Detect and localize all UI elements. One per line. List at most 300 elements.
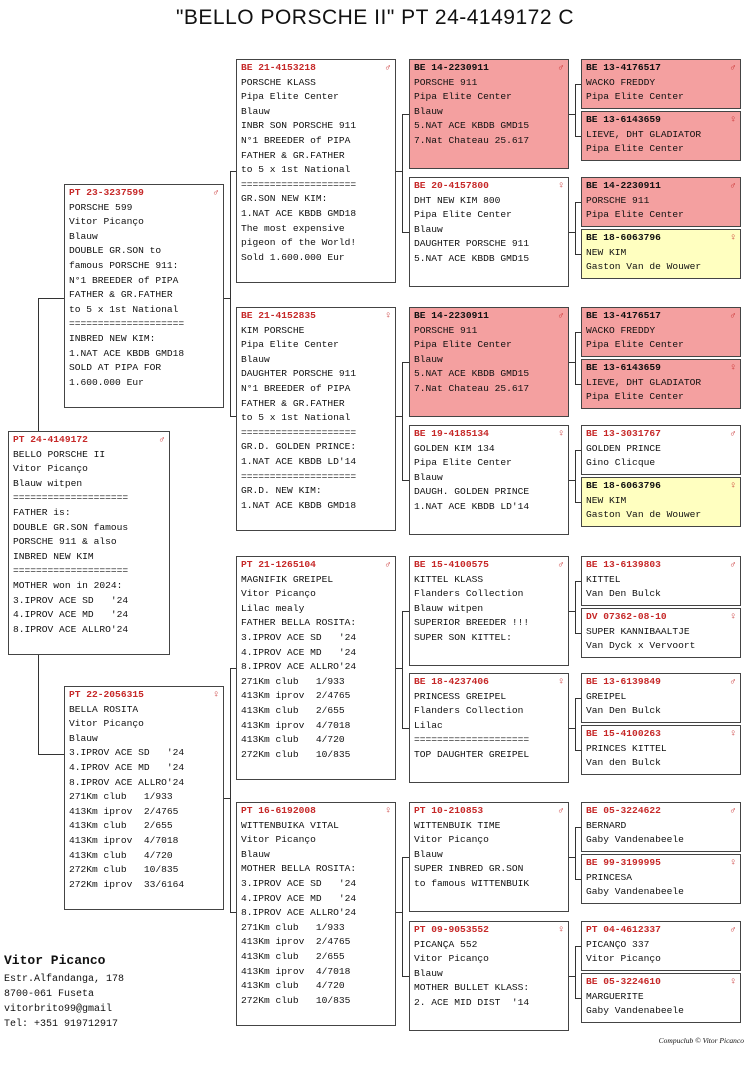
ring-number: BE 13-6143659 [586, 362, 661, 373]
pigeon-info-line: 8.IPROV ACE ALLRO'24 [241, 907, 357, 919]
pigeon-header [13, 433, 165, 448]
male-icon: ♂ [385, 62, 391, 73]
pigeon-info-line: Vitor Picanço [241, 588, 316, 600]
pigeon-info-line: 2. ACE MID DIST '14 [414, 996, 530, 1008]
pigeon-card-g12 [581, 725, 741, 775]
pigeon-info-line: 3.IPROV ACE SD '24 [241, 631, 357, 643]
female-icon: ♀ [558, 180, 564, 191]
pigeon-card-g5 [581, 307, 741, 357]
pigeon-info-line: 1.NAT ACE KBDB LD'14 [241, 455, 357, 467]
pigeon-info-line: 3.IPROV ACE SD '24 [13, 594, 129, 606]
pigeon-info-line: 413Km iprov 2/4765 [241, 690, 351, 702]
connector-line [575, 136, 581, 137]
pigeon-info-line: SOLD AT PIPA FOR [69, 362, 162, 374]
pigeon-info-line: 1.600.000 Eur [69, 376, 144, 388]
pigeon-info-line: Blauw [414, 223, 443, 235]
pigeon-header [586, 361, 736, 376]
ring-number: BE 21-4153218 [241, 62, 316, 73]
pigeon-card-fmf [409, 307, 569, 417]
connector-line [230, 668, 231, 912]
pigeon-info-line: WITTENBUIKA VITAL [241, 819, 339, 831]
pigeon-info-line: FATHER & GR.FATHER [241, 149, 345, 161]
ring-number: BE 14-2230911 [414, 62, 489, 73]
pigeon-info-line: 3.IPROV ACE SD '24 [69, 747, 185, 759]
connector-line [402, 232, 409, 233]
connector-line [224, 798, 230, 799]
pigeon-info-line: Blauw [414, 848, 443, 860]
connector-line [575, 946, 581, 947]
pigeon-info-line: Blauw witpen [13, 477, 83, 489]
pigeon-card-g10 [581, 608, 741, 658]
connector-line [569, 480, 575, 481]
pigeon-info-line: Pipa Elite Center [586, 143, 684, 155]
pigeon-info-line: 5.NAT ACE KBDB GMD15 [414, 252, 530, 264]
pigeon-info-line: 1.NAT ACE KBDB LD'14 [414, 500, 530, 512]
pigeon-header [586, 231, 736, 246]
pigeon-info-line: FATHER is: [13, 506, 71, 518]
female-icon: ♀ [558, 428, 564, 439]
pigeon-header [586, 179, 736, 194]
female-icon: ♀ [730, 976, 736, 987]
female-icon: ♀ [558, 924, 564, 935]
pigeon-header [69, 688, 219, 703]
pigeon-info-line: 413Km iprov 4/7018 [69, 834, 179, 846]
pigeon-info-line: N°1 BREEDER of PIPA [69, 274, 179, 286]
pigeon-card-fm [236, 307, 396, 531]
pigeon-info-line: 3.IPROV ACE SD '24 [241, 877, 357, 889]
pigeon-header [414, 179, 564, 194]
pigeon-info-line: PORSCHE 599 [69, 201, 133, 213]
pigeon-info-line: Vitor Picanço [414, 834, 489, 846]
pigeon-card-g6 [581, 359, 741, 409]
pigeon-info-line: Blauw [414, 471, 443, 483]
connector-line [575, 698, 581, 699]
pigeon-info-line: DHT NEW KIM 800 [414, 194, 501, 206]
pigeon-info-line: KITTEL KLASS [414, 573, 484, 585]
female-icon: ♀ [730, 232, 736, 243]
connector-line [402, 114, 403, 232]
pigeon-info-line: SUPER SON KITTEL: [414, 631, 512, 643]
pigeon-info-line: Pipa Elite Center [414, 339, 512, 351]
pigeon-info-line: PORSCHE 911 [414, 324, 478, 336]
pigeon-info-line: N°1 BREEDER of PIPA [241, 134, 351, 146]
pigeon-info-line: to famous WITTENBUIK [414, 877, 530, 889]
pigeon-info-line: KITTEL [586, 573, 621, 585]
female-icon: ♀ [730, 611, 736, 622]
pigeon-card-g7 [581, 425, 741, 475]
pigeon-info-line: MOTHER won in 2024: [13, 579, 123, 591]
pigeon-card-ff [236, 59, 396, 283]
pigeon-header [414, 427, 564, 442]
connector-line [402, 480, 409, 481]
pigeon-info-line: SUPERIOR BREEDER !!! [414, 617, 530, 629]
pigeon-info-line: BERNARD [586, 819, 627, 831]
ring-number: BE 13-4176517 [586, 310, 661, 321]
ring-number: BE 13-6139849 [586, 676, 661, 687]
ring-number: BE 99-3199995 [586, 857, 661, 868]
pigeon-info-line: WITTENBUIK TIME [414, 819, 501, 831]
owner-email: vitorbrito99@gmail [4, 1004, 113, 1015]
connector-line [575, 450, 581, 451]
pigeon-info-line: PORSCHE 911 [586, 194, 650, 206]
pigeon-info-line: pigeon of the World! [241, 237, 357, 249]
pigeon-info-line: ==================== [414, 734, 530, 746]
male-icon: ♂ [730, 180, 736, 191]
pigeon-card-subject [8, 431, 170, 655]
male-icon: ♂ [159, 434, 165, 445]
pigeon-info-line: Blauw [241, 353, 270, 365]
connector-line [402, 114, 409, 115]
pigeon-info-line: Van Den Bulck [586, 588, 661, 600]
connector-line [38, 298, 39, 431]
pigeon-header [69, 186, 219, 201]
connector-line [575, 202, 581, 203]
connector-line [575, 633, 581, 634]
pigeon-info-line: 413Km club 4/720 [241, 980, 345, 992]
ring-number: BE 13-6143659 [586, 114, 661, 125]
pigeon-info-line: ==================== [69, 318, 185, 330]
male-icon: ♂ [730, 676, 736, 687]
connector-line [575, 254, 581, 255]
ring-number: BE 13-4176517 [586, 62, 661, 73]
pigeon-info-line: MOTHER BELLA ROSITA: [241, 863, 357, 875]
connector-line [575, 946, 576, 998]
ring-number: BE 15-4100263 [586, 728, 661, 739]
pigeon-info-line: INBRED NEW KIM: [69, 332, 156, 344]
pigeon-info-line: FATHER & GR.FATHER [69, 289, 173, 301]
connector-line [402, 857, 403, 976]
pigeon-card-mfm [409, 673, 569, 783]
pigeon-info-line: Lilac [414, 719, 443, 731]
connector-line [575, 750, 581, 751]
pigeon-info-line: 272Km club 10/835 [69, 864, 179, 876]
pigeon-info-line: MOTHER BULLET KLASS: [414, 982, 530, 994]
pigeon-info-line: to 5 x 1st National [241, 164, 351, 176]
pigeon-info-line: FATHER BELLA ROSITA: [241, 617, 357, 629]
pigeon-info-line: 7.Nat Chateau 25.617 [414, 134, 530, 146]
pigeon-info-line: Vitor Picanço [69, 718, 144, 730]
pigeon-info-line: to 5 x 1st National [69, 303, 179, 315]
connector-line [575, 502, 581, 503]
connector-line [224, 298, 230, 299]
pigeon-info-line: Blauw [69, 732, 98, 744]
pigeon-info-line: DOUBLE GR.SON famous [13, 521, 129, 533]
pigeon-info-line: 271Km club 1/933 [241, 921, 345, 933]
ring-number: PT 21-1265104 [241, 559, 316, 570]
pigeon-info-line: Gaby Vandenabeele [586, 834, 684, 846]
ring-number: BE 05-3224622 [586, 805, 661, 816]
pigeon-header [586, 610, 736, 625]
pigeon-info-line: 413Km club 2/655 [241, 704, 345, 716]
ring-number: PT 10-210853 [414, 805, 484, 816]
pigeon-info-line: 4.IPROV ACE MD '24 [241, 646, 357, 658]
ring-number: BE 18-6063796 [586, 480, 661, 491]
pigeon-card-mmf [409, 802, 569, 912]
pigeon-info-line: DAUGH. GOLDEN PRINCE [414, 486, 530, 498]
pigeon-header [586, 727, 736, 742]
footer-credit: Compuclub © Vitor Picanco [658, 1036, 744, 1045]
male-icon: ♂ [730, 62, 736, 73]
connector-line [569, 362, 575, 363]
pigeon-info-line: 272Km club 10/835 [241, 748, 351, 760]
pigeon-info-line: GREIPEL [586, 690, 627, 702]
connector-line [569, 114, 575, 115]
pigeon-header [586, 804, 736, 819]
connector-line [396, 416, 402, 417]
pigeon-info-line: Sold 1.600.000 Eur [241, 251, 345, 263]
pigeon-info-line: PICANÇO 337 [586, 938, 650, 950]
pigeon-info-line: 1.NAT ACE KBDB GMD18 [69, 347, 185, 359]
ring-number: PT 09-9053552 [414, 924, 489, 935]
pigeon-info-line: Gaston Van de Wouwer [586, 509, 702, 521]
pigeon-info-line: ==================== [241, 178, 357, 190]
male-icon: ♂ [558, 805, 564, 816]
connector-line [230, 416, 236, 417]
pigeon-info-line: Gaby Vandenabeele [586, 1005, 684, 1017]
pigeon-info-line: INBR SON PORSCHE 911 [241, 120, 357, 132]
ring-number: BE 14-2230911 [414, 310, 489, 321]
pigeon-header [414, 558, 564, 573]
male-icon: ♂ [730, 310, 736, 321]
male-icon: ♂ [730, 428, 736, 439]
pigeon-header [586, 309, 736, 324]
pigeon-info-line: 8.IPROV ACE ALLRO'24 [13, 623, 129, 635]
pigeon-header [241, 61, 391, 76]
pigeon-info-line: DAUGHTER PORSCHE 911 [414, 238, 530, 250]
connector-line [575, 581, 576, 633]
pigeon-info-line: Van den Bulck [586, 757, 661, 769]
connector-line [38, 655, 39, 754]
connector-line [402, 857, 409, 858]
ring-number: PT 04-4612337 [586, 924, 661, 935]
pigeon-info-line: INBRED NEW KIM [13, 550, 94, 562]
pigeon-info-line: MARGUERITE [586, 990, 644, 1002]
pigeon-card-mm [236, 802, 396, 1026]
connector-line [575, 827, 581, 828]
connector-line [402, 611, 403, 728]
pigeon-info-line: 413Km iprov 4/7018 [241, 965, 351, 977]
female-icon: ♀ [730, 114, 736, 125]
pigeon-info-line: Blauw [414, 353, 443, 365]
pigeon-card-f [64, 184, 224, 408]
pigeon-info-line: PRINCES KITTEL [586, 742, 667, 754]
male-icon: ♂ [730, 924, 736, 935]
connector-line [38, 754, 64, 755]
owner-postcode: 8700-061 Fuseta [4, 989, 95, 1000]
pigeon-header [586, 675, 736, 690]
connector-line [575, 698, 576, 750]
female-icon: ♀ [385, 805, 391, 816]
pigeon-header [414, 675, 564, 690]
pigeon-info-line: Gino Clicque [586, 457, 656, 469]
pigeon-info-line: FATHER & GR.FATHER [241, 397, 345, 409]
pigeon-info-line: Blauw [69, 230, 98, 242]
pigeon-info-line: 5.NAT ACE KBDB GMD15 [414, 120, 530, 132]
pigeon-card-g16 [581, 973, 741, 1023]
pigeon-info-line: Vitor Picanço [586, 953, 661, 965]
pigeon-info-line: MAGNIFIK GREIPEL [241, 573, 334, 585]
pigeon-info-line: Blauw [241, 105, 270, 117]
pigeon-card-g15 [581, 921, 741, 971]
pigeon-info-line: N°1 BREEDER of PIPA [241, 382, 351, 394]
pigeon-header [586, 923, 736, 938]
male-icon: ♂ [558, 62, 564, 73]
pigeon-info-line: GR.D. GOLDEN PRINCE: [241, 441, 357, 453]
pigeon-card-g2 [581, 111, 741, 161]
pigeon-info-line: 8.IPROV ACE ALLRO'24 [241, 661, 357, 673]
owner-phone: Tel: +351 919712917 [4, 1019, 119, 1030]
pigeon-info-line: Gaston Van de Wouwer [586, 261, 702, 273]
pigeon-info-line: Blauw [241, 848, 270, 860]
pigeon-card-g13 [581, 802, 741, 852]
connector-line [569, 611, 575, 612]
pigeon-header [241, 558, 391, 573]
pigeon-card-g14 [581, 854, 741, 904]
pigeon-card-g4 [581, 229, 741, 279]
connector-line [402, 976, 409, 977]
owner-name: Vitor Picanco [4, 953, 106, 968]
ring-number: BE 14-2230911 [586, 180, 661, 191]
pigeon-info-line: Pipa Elite Center [414, 91, 512, 103]
ring-number: PT 24-4149172 [13, 434, 88, 445]
pigeon-card-fmm [409, 425, 569, 535]
pigeon-info-line: Pipa Elite Center [586, 391, 684, 403]
connector-line [569, 976, 575, 977]
connector-line [230, 171, 231, 416]
pigeon-info-line: NEW KIM [586, 246, 627, 258]
pigeon-header [586, 427, 736, 442]
pigeon-info-line: PRINCESS GREIPEL [414, 690, 507, 702]
ring-number: PT 22-2056315 [69, 689, 144, 700]
pigeon-info-line: 272Km club 10/835 [241, 994, 351, 1006]
pigeon-info-line: 1.NAT ACE KBDB GMD18 [241, 207, 357, 219]
pigeon-info-line: PICANÇA 552 [414, 938, 478, 950]
ring-number: BE 20-4157800 [414, 180, 489, 191]
pigeon-info-line: 8.IPROV ACE ALLRO'24 [69, 776, 185, 788]
pigeon-header [586, 479, 736, 494]
pigeon-card-ffm [409, 177, 569, 287]
pigeon-info-line: KIM PORSCHE [241, 324, 305, 336]
pigeon-card-g3 [581, 177, 741, 227]
connector-line [575, 84, 581, 85]
connector-line [396, 171, 402, 172]
pigeon-info-line: Pipa Elite Center [586, 339, 684, 351]
connector-line [569, 232, 575, 233]
pigeon-info-line: BELLO PORSCHE II [13, 448, 106, 460]
owner-address: Estr.Alfandanga, 178 [4, 974, 125, 985]
ring-number: BE 15-4100575 [414, 559, 489, 570]
female-icon: ♀ [385, 310, 391, 321]
pigeon-info-line: 413Km iprov 2/4765 [69, 805, 179, 817]
connector-line [575, 332, 576, 384]
pigeon-info-line: 413Km club 2/655 [241, 950, 345, 962]
connector-line [402, 362, 403, 480]
ring-number: BE 05-3224610 [586, 976, 661, 987]
connector-line [402, 728, 409, 729]
pigeon-info-line: PORSCHE 911 [414, 76, 478, 88]
ring-number: BE 13-6139803 [586, 559, 661, 570]
pigeon-info-line: Lilac mealy [241, 602, 305, 614]
pigeon-card-g9 [581, 556, 741, 606]
pigeon-info-line: Vitor Picanço [13, 463, 88, 475]
pigeon-info-line: SUPER INBRED GR.SON [414, 863, 524, 875]
pigeon-info-line: Vitor Picanço [69, 216, 144, 228]
connector-line [575, 84, 576, 136]
ring-number: DV 07362-08-10 [586, 611, 667, 622]
pigeon-info-line: Van Dyck x Vervoort [586, 640, 696, 652]
male-icon: ♂ [730, 559, 736, 570]
pigeon-card-m [64, 686, 224, 910]
female-icon: ♀ [730, 728, 736, 739]
male-icon: ♂ [558, 310, 564, 321]
pigeon-info-line: The most expensive [241, 222, 345, 234]
pigeon-info-line: ==================== [13, 492, 129, 504]
pigeon-info-line: ==================== [13, 565, 129, 577]
pigeon-info-line: 7.Nat Chateau 25.617 [414, 382, 530, 394]
connector-line [575, 879, 581, 880]
ring-number: BE 21-4152835 [241, 310, 316, 321]
ring-number: BE 13-3031767 [586, 428, 661, 439]
pigeon-info-line: 413Km club 2/655 [69, 820, 173, 832]
connector-line [230, 171, 236, 172]
pigeon-info-line: 413Km club 4/720 [241, 734, 345, 746]
pigeon-info-line: SUPER KANNIBAALTJE [586, 625, 690, 637]
pigeon-header [414, 804, 564, 819]
pigeon-info-line: to 5 x 1st National [241, 412, 351, 424]
pigeon-info-line: LIEVE, DHT GLADIATOR [586, 376, 702, 388]
male-icon: ♂ [385, 559, 391, 570]
pigeon-info-line: Van Den Bulck [586, 705, 661, 717]
pigeon-info-line: PORSCHE 911 & also [13, 536, 117, 548]
pigeon-info-line: 413Km iprov 4/7018 [241, 719, 351, 731]
pigeon-header [241, 309, 391, 324]
page-title: "BELLO PORSCHE II" PT 24-4149172 C [175, 6, 575, 29]
pigeon-info-line: 271Km club 1/933 [241, 675, 345, 687]
pigeon-info-line: Pipa Elite Center [414, 209, 512, 221]
pigeon-info-line: Blauw [414, 105, 443, 117]
pigeon-info-line: GOLDEN PRINCE [586, 442, 661, 454]
pigeon-info-line: Pipa Elite Center [586, 91, 684, 103]
connector-line [569, 728, 575, 729]
ring-number: BE 19-4185134 [414, 428, 489, 439]
pigeon-info-line: Pipa Elite Center [241, 91, 339, 103]
connector-line [575, 581, 581, 582]
pigeon-info-line: Flanders Collection [414, 588, 524, 600]
pigeon-info-line: DOUBLE GR.SON to [69, 245, 162, 257]
pigeon-header [414, 923, 564, 938]
connector-line [396, 912, 402, 913]
pigeon-info-line: DAUGHTER PORSCHE 911 [241, 368, 357, 380]
pigeon-info-line: Blauw [414, 967, 443, 979]
ring-number: BE 18-6063796 [586, 232, 661, 243]
pigeon-info-line: PORSCHE KLASS [241, 76, 316, 88]
pigeon-info-line: 5.NAT ACE KBDB GMD15 [414, 368, 530, 380]
owner-block [4, 950, 124, 1032]
connector-line [575, 384, 581, 385]
pigeon-info-line: 4.IPROV ACE MD '24 [69, 761, 185, 773]
pigeon-info-line: Vitor Picanço [241, 834, 316, 846]
connector-line [575, 998, 581, 999]
connector-line [230, 912, 236, 913]
connector-line [402, 611, 409, 612]
pigeon-info-line: PRINCESA [586, 871, 633, 883]
pigeon-info-line: Pipa Elite Center [586, 209, 684, 221]
pigeon-info-line: WACKO FREDDY [586, 324, 656, 336]
pigeon-header [414, 309, 564, 324]
pigeon-card-mff [409, 556, 569, 666]
connector-line [575, 332, 581, 333]
pigeon-info-line: GOLDEN KIM 134 [414, 442, 495, 454]
